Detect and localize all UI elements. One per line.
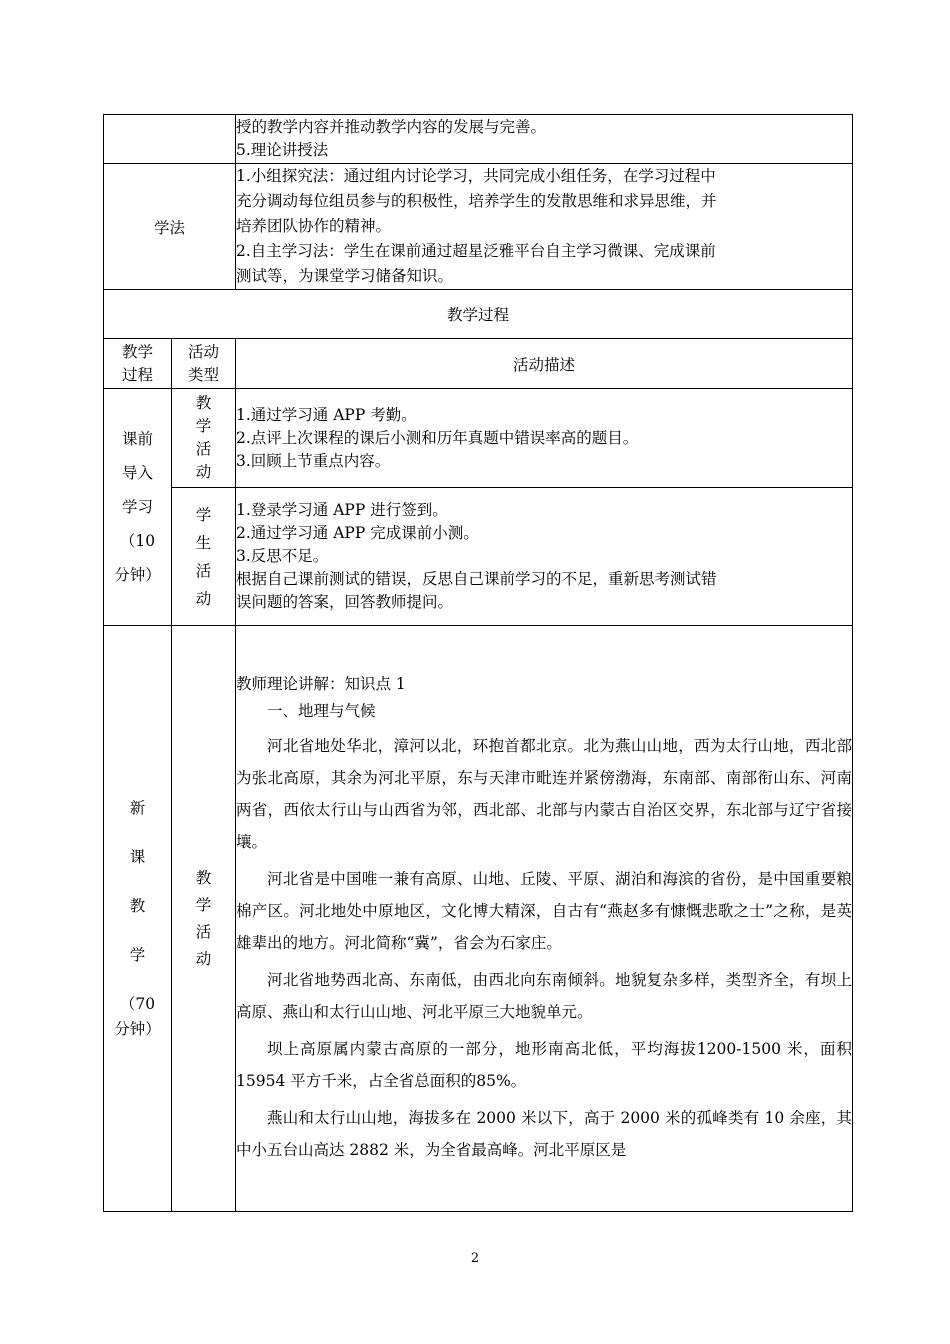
- text-line: 3.反思不足。: [236, 547, 329, 565]
- student-activity-type: [172, 488, 236, 626]
- type-text: 教: [195, 868, 212, 887]
- header-text: 过程: [121, 365, 153, 384]
- label-text: 学习: [121, 498, 153, 516]
- header-row: [104, 339, 853, 389]
- text-line: 误问题的答案，回答教师提问。: [236, 593, 454, 611]
- pre-class-student-row: [104, 488, 853, 626]
- type-text: 动: [195, 949, 212, 968]
- lesson-paragraph: 坝上高原属内蒙古高原的一部分，地形南高北低，平均海拔1200-1500 米，面积 15954 平方千米，占全省总面积的85%。: [236, 1040, 852, 1090]
- new-lesson-label: [104, 626, 172, 1212]
- text-line: 2.通过学习通 APP 完成课前小测。: [236, 524, 479, 542]
- section-heading: 一、地理与气候: [267, 702, 376, 720]
- label-text: 学: [129, 945, 146, 964]
- page-number: 2: [470, 1251, 480, 1266]
- type-text: 活: [195, 922, 212, 941]
- new-lesson-row: [104, 626, 853, 1212]
- type-text: 动: [195, 463, 212, 481]
- label-text: 导入: [121, 464, 153, 482]
- study-method-row: [104, 164, 853, 290]
- text-line: 根据自己课前测试的错误，反思自己课前学习的不足，重新思考测试错: [236, 570, 717, 588]
- text-line: 1.小组探究法：通过组内讨论学习，共同完成小组任务，在学习过程中: [236, 167, 716, 185]
- study-method-label: 学法: [104, 164, 236, 290]
- type-text: 学: [195, 417, 212, 435]
- lesson-paragraph: 河北省地势西北高、东南低，由西北向东南倾斜。地貌复杂多样，类型齐全，有坝上高原、燕山和太行山山地、河北平原三大地貌单元。: [236, 971, 852, 1021]
- text-line: 充分调动每位组员参与的积极性，培养学生的发散思维和求异思维，并: [236, 192, 717, 210]
- lesson-paragraph: 河北省地处华北，漳河以北，环抱首都北京。北为燕山山地，西为太行山地，西北部为张北高原，其余为河北平原，东与天津市毗连并紧傍渤海，东南部、南部衔山东、河南两省，西依太行山与山西省为邻，西北部、北部与内蒙古自治区交界，东北部与辽宁省接壤。: [236, 737, 852, 851]
- text-line: 授的教学内容并推动教学内容的发展与完善。: [236, 118, 547, 136]
- teacher-activity-type: [172, 389, 236, 488]
- process-title-row: [104, 290, 853, 339]
- header-activity-type: [172, 339, 236, 389]
- text-line: 2.自主学习法：学生在课前通过超星泛雅平台自主学习微课、完成课前: [236, 242, 716, 260]
- type-text: 活: [195, 561, 212, 580]
- text-line: 1.登录学习通 APP 进行签到。: [236, 501, 448, 519]
- label-text: 教: [129, 896, 146, 915]
- text-line: 1.通过学习通 APP 考勤。: [236, 405, 417, 424]
- lesson-paragraph: 燕山和太行山山地，海拔多在 2000 米以下，高于 2000 米的孤峰类有 10 余座，其中小五台山高达 2882 米，为全省最高峰。河北平原区是: [236, 1109, 852, 1159]
- label-text: （10: [119, 532, 156, 550]
- lesson-plan-table: [103, 114, 853, 1212]
- type-text: 学: [195, 895, 212, 914]
- text-line: 2.点评上次课程的课后小测和历年真题中错误率高的题目。: [236, 428, 639, 447]
- process-title: 教学过程: [104, 290, 853, 339]
- label-text: 课: [129, 847, 146, 866]
- type-text: 生: [195, 533, 212, 552]
- lesson-paragraph: 河北省是中国唯一兼有高原、山地、丘陵、平原、湖泊和海滨的省份，是中国重要粮棉产区。河北地处中原地区，文化博大精深，自古有“燕赵多有慷慨悲歌之士”之称，是英雄辈出的地方。河北简称“冀”，省会为石家庄。: [236, 870, 852, 952]
- new-lesson-type: [172, 626, 236, 1212]
- type-text: 动: [195, 589, 212, 608]
- label-text: 新: [129, 798, 146, 817]
- student-activity-desc: [236, 488, 853, 626]
- header-text: 活动: [187, 342, 219, 361]
- type-text: 活: [195, 440, 212, 458]
- teacher-activity-desc: [236, 389, 853, 488]
- new-lesson-content: [236, 626, 853, 1212]
- study-method-cell: [236, 164, 853, 290]
- header-text: 教学: [121, 342, 153, 361]
- header-text: 类型: [187, 365, 219, 384]
- label-text: 分钟）: [114, 1019, 161, 1038]
- knowledge-heading: 教师理论讲解：知识点 1: [236, 675, 406, 693]
- type-text: 教: [195, 394, 212, 412]
- header-activity-desc: 活动描述: [236, 339, 853, 389]
- pre-class-teacher-row: [104, 389, 853, 488]
- label-text: 分钟）: [114, 566, 161, 584]
- continuation-row: [104, 115, 853, 164]
- header-process: [104, 339, 172, 389]
- continuation-cell: [236, 115, 853, 164]
- text-line: 5.理论讲授法: [236, 141, 329, 159]
- pre-class-label: [104, 389, 172, 626]
- continuation-label-cell: [104, 115, 236, 164]
- text-line: 3.回顾上节重点内容。: [236, 451, 391, 470]
- type-text: 学: [195, 505, 212, 524]
- label-text: （70: [119, 994, 156, 1013]
- text-line: 培养团队协作的精神。: [236, 217, 392, 235]
- label-text: 课前: [121, 430, 153, 448]
- text-line: 测试等，为课堂学习储备知识。: [236, 267, 454, 285]
